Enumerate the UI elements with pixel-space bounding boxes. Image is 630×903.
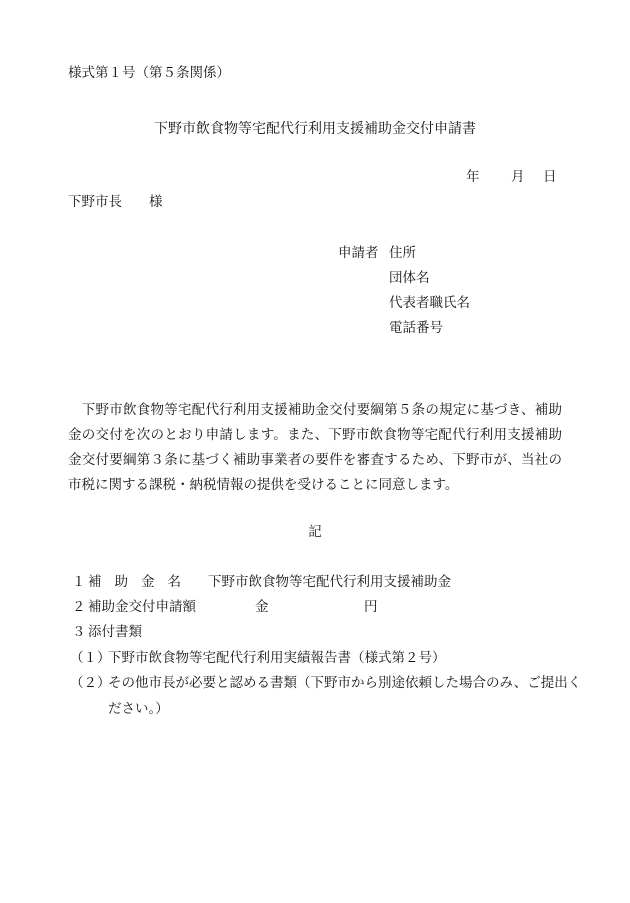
- application-statement: [68, 398, 562, 498]
- item-1-number: １: [72, 574, 86, 590]
- ki-heading: 記: [308, 524, 322, 540]
- item-3-number: ３: [72, 624, 86, 640]
- applicant-representative-label: 代表者職氏名: [389, 295, 470, 311]
- item-3-label: 添付書類: [88, 624, 142, 640]
- date-year-label: 年: [466, 169, 480, 185]
- item-1-label: 補助金名: [88, 574, 194, 590]
- applicant-organization-label: 団体名: [389, 270, 430, 286]
- date-day-label: 日: [543, 169, 557, 185]
- item-1-value: 下野市飲食物等宅配代行利用支援補助金: [208, 574, 451, 590]
- attachment-2-text-continued: ださい。）: [108, 701, 169, 717]
- attachment-1-text: 下野市飲食物等宅配代行利用実績報告書（様式第２号）: [108, 650, 446, 666]
- attachment-2-number: （２）: [70, 675, 111, 691]
- attachment-2-text: その他市長が必要と認める書類（下野市から別途依頼した場合のみ、ご提出く: [108, 675, 582, 691]
- application-statement-text: 下野市飲食物等宅配代行利用支援補助金交付要綱第５条の規定に基づき、補助金の交付を次のとおり申請します。また、下野市飲食物等宅配代行利用支援補助金交付要綱第３条に基づく補助事業者の要件を審査するため、下野市が、当社の市税に関する課税・納税情報の提供を受けることに同意します。: [68, 402, 562, 493]
- document-title: 下野市飲食物等宅配代行利用支援補助金交付申請書: [154, 121, 476, 137]
- attachment-1-number: （１）: [70, 650, 111, 666]
- item-2-kin-label: 金: [255, 599, 269, 615]
- applicant-address-label: 住所: [389, 245, 416, 261]
- item-2-number: ２: [72, 599, 86, 615]
- item-2-label: 補助金交付申請額: [88, 599, 196, 615]
- date-month-label: 月: [511, 169, 525, 185]
- item-2-yen-label: 円: [364, 599, 378, 615]
- addressee: 下野市長 様: [68, 194, 163, 210]
- applicant-phone-label: 電話番号: [389, 320, 443, 336]
- form-number: 様式第１号（第５条関係）: [68, 65, 230, 81]
- applicant-label: 申請者: [338, 245, 379, 261]
